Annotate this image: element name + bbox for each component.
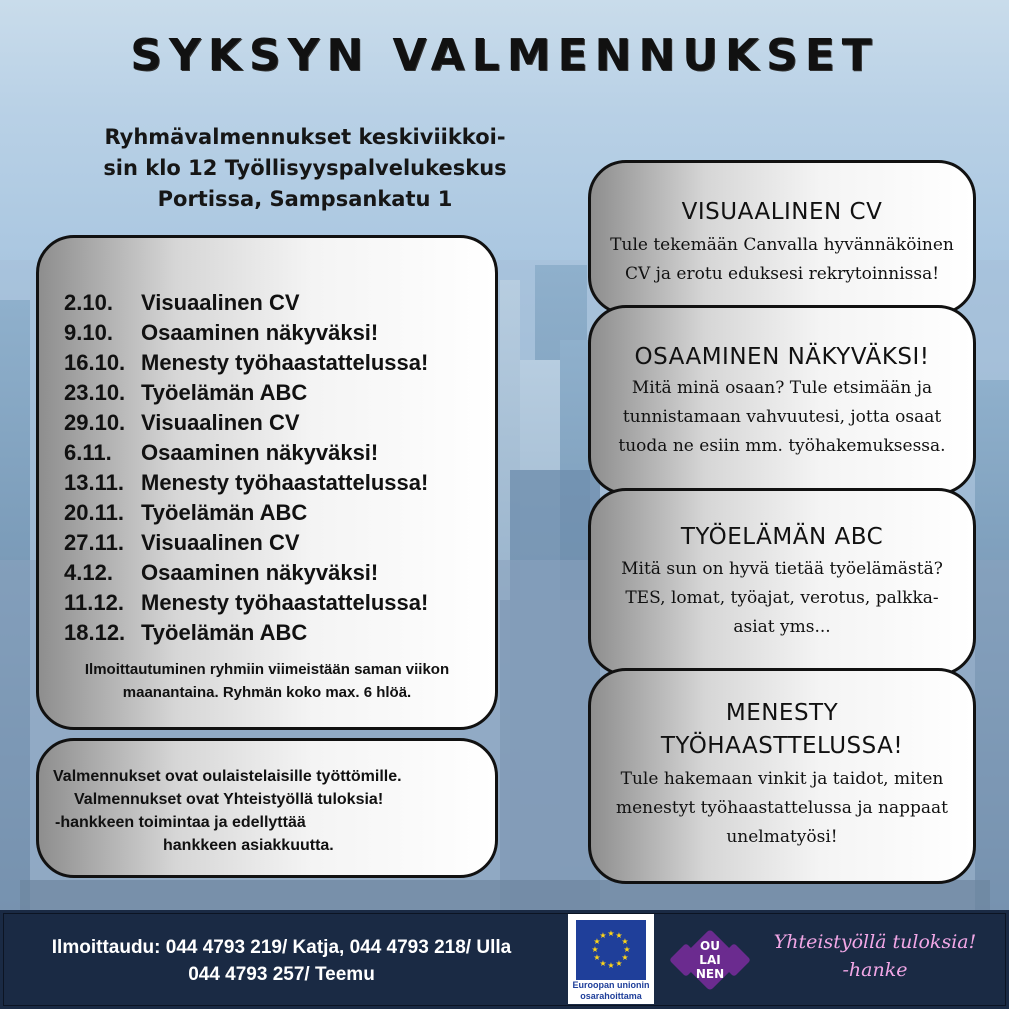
- contact-line: Ilmoittaudu: 044 4793 219/ Katja, 044 4793 218/ Ulla: [51, 937, 512, 958]
- schedule-row: [64, 438, 428, 468]
- slogan-line: -hanke: [842, 959, 908, 981]
- svg-text:★: ★: [615, 959, 623, 968]
- info-line: Valmennukset ovat oulaistelaisille työttömille.: [53, 768, 402, 785]
- schedule-row: [64, 318, 428, 348]
- schedule-row: [64, 588, 428, 618]
- schedule-date: 4.12.: [64, 560, 113, 585]
- card-text-line: tunnistamaan vahvuutesi, jotta osaat: [622, 407, 942, 427]
- card-text-line: Tule hakemaan vinkit ja taidot, miten: [620, 769, 944, 789]
- svg-text:★: ★: [621, 953, 629, 962]
- card-heading-line: MENESTY: [725, 700, 839, 726]
- info-line: -hankkeen toimintaa ja edellyttää: [55, 814, 306, 831]
- svg-text:★: ★: [607, 961, 615, 970]
- schedule-row: [64, 528, 428, 558]
- card-text-line: Tule tekemään Canvalla hyvännäköinen: [610, 235, 954, 255]
- schedule-row: [64, 378, 428, 408]
- card-visualinen-cv: [588, 160, 976, 315]
- svg-text:★: ★: [615, 931, 623, 940]
- contact-line: 044 4793 257/ Teemu: [188, 964, 375, 985]
- info-line: hankkeen asiakkuutta.: [163, 837, 334, 854]
- registration-note-line: maanantaina. Ryhmän koko max. 6 hlöä.: [122, 684, 412, 701]
- card-text-line: CV ja erotu eduksesi rekrytoinnissa!: [624, 264, 940, 284]
- card-heading: OSAAMINEN NÄKYVÄKSI!: [634, 344, 930, 370]
- card-text: [599, 555, 965, 642]
- schedule-date: 6.11.: [64, 440, 112, 465]
- card-text: [599, 374, 965, 461]
- card-osaaminen-nakyvaksi: [588, 305, 976, 495]
- card-text-line: tuoda ne esiin mm. työhakemuksessa.: [618, 436, 946, 456]
- schedule-topic: Osaaminen näkyväksi!: [141, 320, 379, 345]
- schedule-date: 16.10.: [64, 350, 126, 375]
- schedule-topic: Työelämän ABC: [141, 500, 308, 525]
- card-tyoelaman-abc: [588, 488, 976, 676]
- card-heading: TYÖELÄMÄN ABC: [680, 524, 884, 550]
- svg-text:★: ★: [623, 945, 631, 954]
- schedule-topic: Osaaminen näkyväksi!: [141, 440, 379, 465]
- schedule-date: 9.10.: [64, 320, 113, 345]
- info-panel: [36, 738, 498, 878]
- schedule-row: [64, 618, 428, 648]
- schedule-list: [64, 288, 428, 648]
- eu-flag-icon: [576, 920, 646, 980]
- schedule-topic: Visuaalinen CV: [141, 410, 300, 435]
- logo-text: LAI: [699, 953, 721, 967]
- schedule-date: 18.12.: [64, 620, 126, 645]
- schedule-topic: Menesty työhaastattelussa!: [141, 470, 429, 495]
- project-slogan: [755, 928, 995, 984]
- schedule-date: 13.11.: [64, 470, 124, 495]
- eu-caption: [568, 980, 654, 1002]
- schedule-date: 27.11.: [64, 530, 124, 555]
- schedule-topic: Visuaalinen CV: [141, 530, 300, 555]
- schedule-topic: Työelämän ABC: [141, 620, 308, 645]
- schedule-date: 29.10.: [64, 410, 126, 435]
- schedule-row: [64, 468, 428, 498]
- registration-note: [49, 658, 485, 704]
- card-text-line: menestyt työhaastattelussa ja nappaat: [615, 798, 949, 818]
- schedule-topic: Menesty työhaastattelussa!: [141, 350, 429, 375]
- slogan-line: Yhteistyöllä tuloksia!: [773, 931, 977, 953]
- schedule-row: [64, 408, 428, 438]
- svg-text:★: ★: [593, 937, 601, 946]
- eu-caption-line: osarahoittama: [580, 991, 642, 1001]
- card-text: [599, 231, 965, 289]
- svg-text:★: ★: [621, 937, 629, 946]
- svg-text:★: ★: [599, 959, 607, 968]
- subtitle: [40, 122, 570, 215]
- info-text: [53, 765, 493, 857]
- svg-text:★: ★: [591, 945, 599, 954]
- schedule-date: 11.12.: [64, 590, 124, 615]
- schedule-date: 20.11.: [64, 500, 124, 525]
- schedule-topic: Työelämän ABC: [141, 380, 308, 405]
- card-text-line: asiat yms...: [733, 617, 831, 637]
- card-menesty-tyohaastattelussa: [588, 668, 976, 884]
- eu-caption-line: Euroopan unionin: [572, 980, 650, 990]
- registration-note-line: Ilmoittautuminen ryhmiin viimeistään saman viikon: [84, 661, 450, 678]
- info-line: Valmennukset ovat Yhteistyöllä tuloksia!: [74, 791, 384, 808]
- schedule-row: [64, 498, 428, 528]
- card-text-line: Mitä minä osaan? Tule etsimään ja: [631, 378, 933, 398]
- card-heading-line: TYÖHAASTTELUSSA!: [660, 733, 904, 759]
- schedule-date: 2.10.: [64, 290, 113, 315]
- eu-badge: [568, 914, 654, 1004]
- oulainen-logo-icon: [670, 920, 750, 1000]
- logo-text: NEN: [695, 967, 725, 981]
- schedule-panel: [36, 235, 498, 730]
- contact-info: [14, 934, 549, 988]
- page-title: SYKSYN VALMENNUKSET: [130, 30, 879, 81]
- subtitle-line: Ryhmävalmennukset keskiviikkoi-: [104, 125, 506, 149]
- schedule-topic: Osaaminen näkyväksi!: [141, 560, 379, 585]
- card-text-line: TES, lomat, työajat, verotus, palkka-: [625, 588, 939, 608]
- schedule-row: [64, 558, 428, 588]
- svg-text:★: ★: [607, 929, 615, 938]
- schedule-row: [64, 348, 428, 378]
- schedule-date: 23.10.: [64, 380, 126, 405]
- card-heading: VISUAALINEN CV: [681, 199, 883, 225]
- card-text-line: unelmatyösi!: [726, 827, 838, 847]
- subtitle-line: sin klo 12 Työllisyyspalvelukeskus: [103, 156, 507, 180]
- svg-text:★: ★: [593, 953, 601, 962]
- card-text: [599, 765, 965, 852]
- schedule-topic: Menesty työhaastattelussa!: [141, 590, 429, 615]
- card-heading: [591, 697, 973, 763]
- logo-text: OU: [700, 939, 720, 953]
- schedule-row: [64, 288, 428, 318]
- subtitle-line: Portissa, Sampsankatu 1: [157, 187, 453, 211]
- svg-text:★: ★: [599, 931, 607, 940]
- schedule-topic: Visuaalinen CV: [141, 290, 300, 315]
- card-text-line: Mitä sun on hyvä tietää työelämästä?: [621, 559, 943, 579]
